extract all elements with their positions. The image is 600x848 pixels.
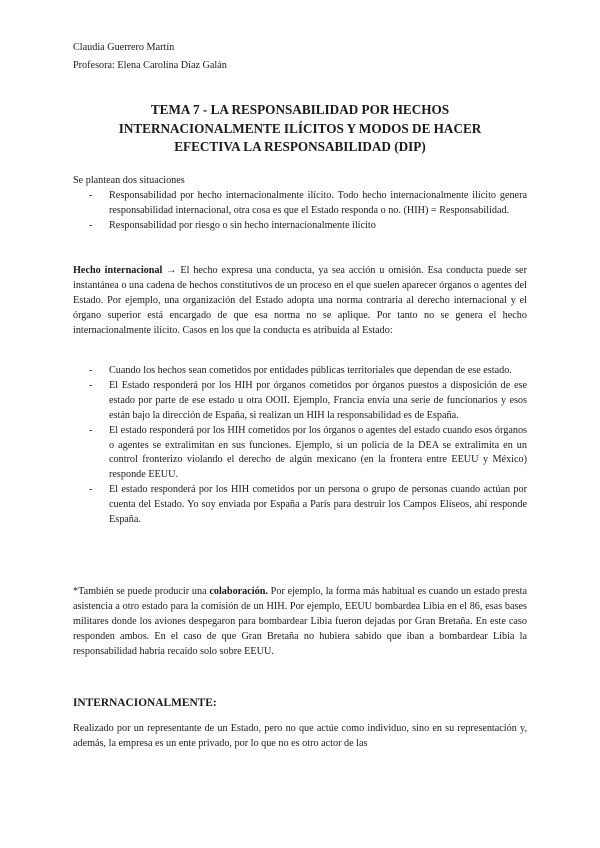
colaboracion-term: colaboración. <box>209 586 268 597</box>
document-title <box>73 101 527 157</box>
list-item <box>73 483 527 528</box>
situations-list <box>73 189 527 234</box>
list-item <box>73 364 527 379</box>
dash-bullet: - <box>89 219 93 231</box>
list-item <box>73 424 527 484</box>
hecho-text: El hecho expresa una conducta, ya sea acción u omisión. Esa conducta puede ser instantánea o una cadena de hechos constitutivos de un proceso en el que suelen aparecer órganos o agentes del Estado. Por ejemplo, una organización del Estado adopta una norma contraria al derecho internacional y el órgano superior está encargado de que esa norma no se aplique. Por tanto no se genera el hecho internacionalmente ilícito. Casos en los que la conducta es atribuida al Estado: <box>73 265 527 336</box>
list-item-text: Cuando los hechos sean cometidos por entidades públicas territoriales que dependan de ese estado. <box>109 365 512 376</box>
list-item-text: El Estado responderá por los HIH por órganos cometidos por órganos puestos a disposición de ese estado por parte de ese estado u otra OOII. Ejemplo, Francia envía una serie de funcionarios y esos están bajo la dirección de España, si realizan un HIH la responsabilidad es de España. <box>109 379 527 421</box>
dash-bullet: - <box>89 190 93 201</box>
list-item-text: El estado responderá por los HIH cometidos por los órganos o agentes del estado cuando esos órganos o agentes se extralimitan en sus funciones. Ejemplo, si un policía de la DEA se extralimita en un control fronterizo violando el derecho de algún mexicano (en la frontera entre EEUU y México) responde EEUU. <box>109 424 527 481</box>
cases-list <box>73 364 527 528</box>
list-item <box>73 189 527 219</box>
internacionalmente-paragraph: Realizado por un representante de un Estado, pero no que actúe como individuo, sino en su representación y, además, la empresa es un ente privado, por lo que no es otro actor de las <box>73 723 527 749</box>
colaboracion-prefix: *También se puede producir una <box>73 586 210 597</box>
list-item-text: Responsabilidad por hecho internacionalmente ilícito. Todo hecho internacionalmente ilícito genera responsabilidad internacional, otra cosa es que el Estado responda o no. (HIH) = Responsabilidad. <box>109 190 527 216</box>
list-item-text: Responsabilidad por riesgo o sin hecho internacionalmente ilícito <box>109 219 376 231</box>
title-line: TEMA 7 - LA RESPONSABILIDAD POR HECHOS <box>150 102 450 117</box>
dash-bullet: - <box>89 379 93 391</box>
dash-bullet: - <box>89 484 93 496</box>
title-line: INTERNACIONALMENTE ILÍCITOS Y MODOS DE HACER <box>118 120 482 136</box>
colaboracion-text: Por ejemplo, la forma más habitual es cuando un estado presta asistencia a otro estado para la comisión de un HIH. Por ejemplo, EEUU bombardea Libia en el 86, esas bases militares donde los aviones despegaron para bombardear Libia fueron dejadas por Gran Bretaña. En este caso responden ambos. En el caso de que Gran Bretaña no hubiera sabido que iban a bombardear Libia la responsabilidad habría recaído solo sobre EEUU. <box>73 586 527 657</box>
title-line: EFECTIVA LA RESPONSABILIDAD (DIP) <box>174 139 426 154</box>
list-item <box>73 219 527 234</box>
dash-bullet: - <box>89 365 93 376</box>
arrow-icon: → <box>166 265 177 276</box>
situations-intro: Se plantean dos situaciones <box>73 175 185 186</box>
author-name: Claudia Guerrero Martín <box>73 42 175 53</box>
list-item <box>73 379 527 424</box>
colaboracion-paragraph <box>73 585 527 660</box>
dash-bullet: - <box>89 424 93 436</box>
hecho-term: Hecho internacional <box>73 265 163 276</box>
list-item-text: El estado responderá por los HIH cometidos por un persona o grupo de personas cuando actúan por cuenta del Estado. Yo soy enviada por España a París para destruir los Campos Elíseos, ahí responde España. <box>109 484 527 526</box>
internacionalmente-heading: INTERNACIONALMENTE: <box>73 697 217 709</box>
professor-name: Profesora: Elena Carolina Díaz Galán <box>73 60 227 71</box>
hecho-paragraph <box>73 264 527 339</box>
